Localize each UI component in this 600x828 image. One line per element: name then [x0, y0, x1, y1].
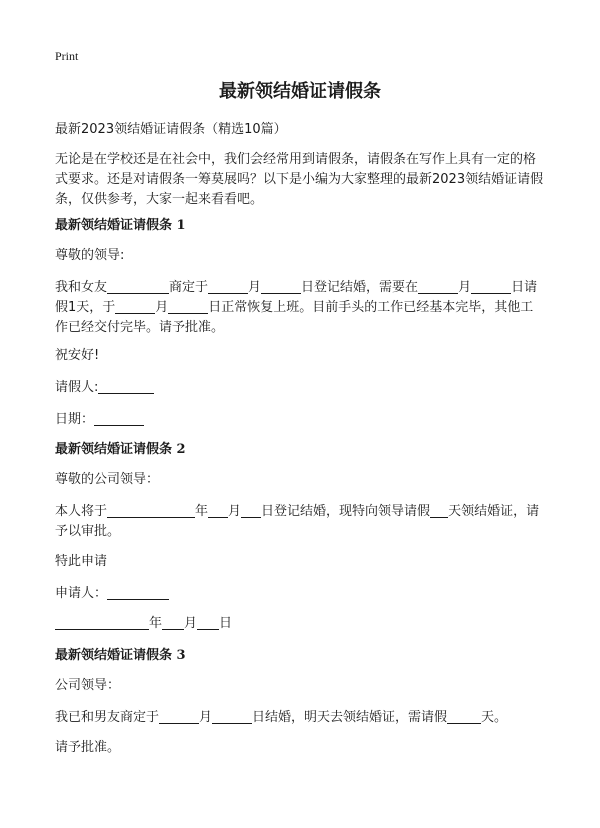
section-3-heading: 最新领结婚证请假条 3: [55, 648, 186, 663]
section-2-salutation: 尊敬的公司领导：: [55, 472, 160, 487]
section-2-closing: 特此申请: [55, 554, 108, 569]
section-1-closing: 祝安好!: [55, 348, 100, 363]
section-1-heading: 最新领结婚证请假条 1: [55, 218, 186, 233]
document-title: 最新领结婚证请假条: [219, 81, 381, 102]
print-link[interactable]: Print: [55, 49, 79, 63]
section-3-closing: 请予批准。: [55, 740, 121, 755]
section-3-body: 我已和男友商定于 月 日结婚，明天去领结婚证，需请假 天。: [55, 710, 508, 725]
section-2-date: 年 月 日: [55, 614, 545, 634]
section-1-body: 我和女友 商定于 月 日登记结婚，需要在 月 日请假1天，于 月 日正常恢复上班。目前手头的工作已经基本完毕，其他工作已经交付完毕。请予批准。: [55, 280, 538, 335]
section-1-applicant: 请假人:: [55, 378, 545, 398]
intro-paragraph: 无论是在学校还是在社会中，我们会经常用到请假条，请假条在写作上具有一定的格式要求。还是对请假条一筹莫展吗？以下是小编为大家整理的最新2023领结婚证请假条，仅供参考，大家一起来看看吧。: [55, 152, 544, 207]
subtitle: 最新2023领结婚证请假条（精选10篇）: [55, 122, 287, 137]
section-1-date: 日期：: [55, 410, 545, 430]
section-2-body: 本人将于 年 月 日登记结婚，现特向领导请假 天领结婚证，请予以审批。: [55, 504, 540, 539]
section-2-heading: 最新领结婚证请假条 2: [55, 442, 186, 457]
section-2-applicant: 申请人：: [55, 584, 545, 604]
section-3-salutation: 公司领导：: [55, 678, 121, 693]
section-1-salutation: 尊敬的领导:: [55, 248, 125, 263]
